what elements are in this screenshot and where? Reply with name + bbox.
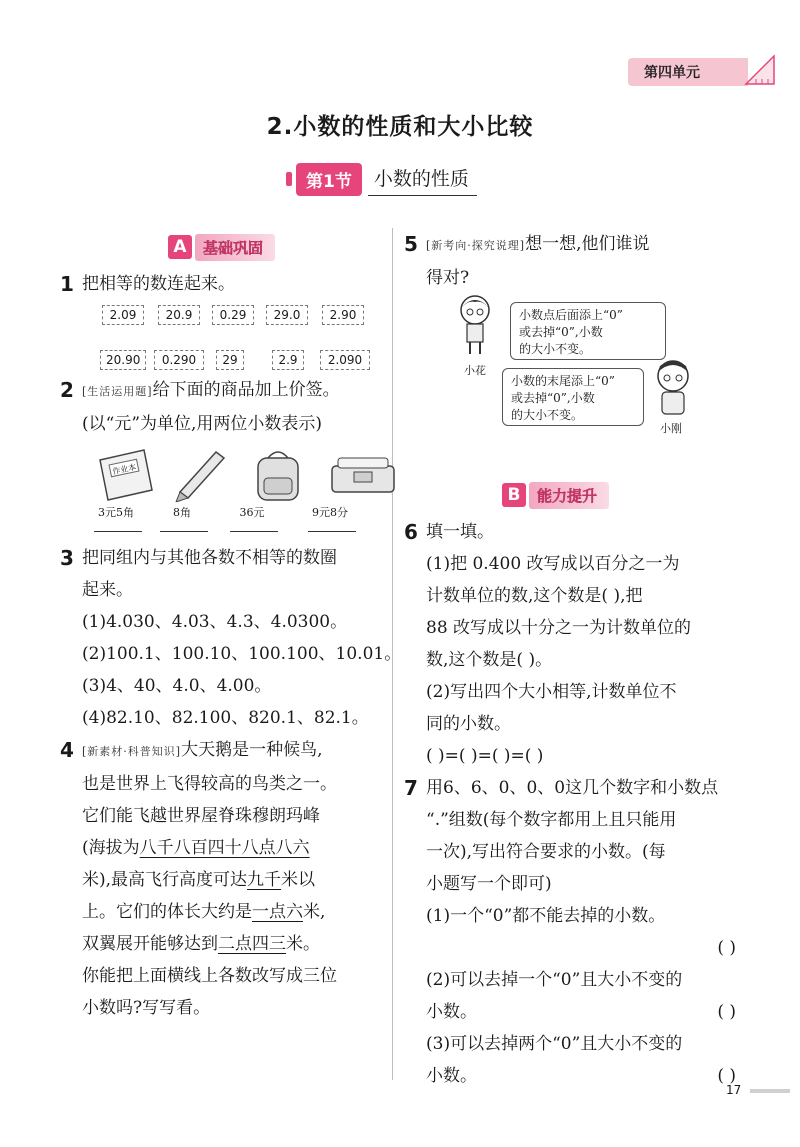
question-text: 米以 xyxy=(281,870,316,890)
kid-name: 小花 xyxy=(464,364,486,377)
question-text: 把相等的数连起来。 xyxy=(82,274,235,294)
question-text: 米, xyxy=(303,902,326,922)
answer-paren[interactable]: ( ) xyxy=(717,1002,736,1022)
question-text: 得对? xyxy=(426,268,470,288)
underlined-number: 二点四三 xyxy=(218,934,286,954)
bubble-text: 的大小不变。 xyxy=(511,408,584,422)
number-box: 29.0 xyxy=(266,305,308,325)
tier-a-header xyxy=(168,234,275,260)
question-text: (3)可以去掉两个“0”且大小不变的 xyxy=(426,1034,683,1054)
question-7 xyxy=(404,772,746,1092)
question-text: 想一想,他们谁说 xyxy=(525,234,650,254)
question-number: 1 xyxy=(60,272,74,296)
question-text: (1)把 0.400 改写成以百分之一为 xyxy=(426,554,680,574)
q2-products xyxy=(92,446,402,502)
question-text: 填一填。 xyxy=(426,522,494,542)
girl-icon xyxy=(454,294,496,356)
price-blank[interactable] xyxy=(160,531,208,532)
number-box: 29 xyxy=(216,350,244,370)
page-number-bar xyxy=(750,1089,790,1093)
question-text: (2)写出四个大小相等,计数单位不 xyxy=(426,682,677,702)
question-text: 一次),写出符合要求的小数。(每 xyxy=(426,842,666,862)
question-text: 起来。 xyxy=(82,580,133,600)
question-text: 也是世界上飞得较高的鸟类之一。 xyxy=(82,774,337,794)
price-blank[interactable] xyxy=(94,531,142,532)
question-number: 6 xyxy=(404,520,418,544)
tier-b-letter: B xyxy=(502,483,526,507)
number-box: 20.9 xyxy=(158,305,200,325)
notebook-cover-text: 作业本 xyxy=(111,462,137,477)
question-text: 双翼展开能够达到 xyxy=(82,934,218,954)
number-group: (1)4.030、4.03、4.3、4.0300。 xyxy=(82,612,348,632)
question-number: 5 xyxy=(404,232,418,256)
question-text: 计数单位的数,这个数是( ),把 xyxy=(426,586,643,606)
price-blank[interactable] xyxy=(230,531,278,532)
number-group: (2)100.1、100.10、100.100、10.01。 xyxy=(82,644,402,664)
boy-icon xyxy=(650,358,696,418)
question-text: (2)可以去掉一个“0”且大小不变的 xyxy=(426,970,683,990)
unit-header-tab xyxy=(628,58,778,86)
question-1 xyxy=(60,268,392,300)
page-number: 17 xyxy=(726,1083,742,1097)
notebook-icon xyxy=(100,450,152,500)
tier-b-header xyxy=(502,482,609,508)
number-box: 2.09 xyxy=(102,305,144,325)
question-number: 4 xyxy=(60,738,74,762)
section-number: 第1节 xyxy=(296,163,362,196)
question-text: 大天鹅是一种候鸟, xyxy=(181,740,323,760)
unit-label: 第四单元 xyxy=(644,65,700,81)
pencil-case-icon xyxy=(332,458,394,492)
price-label: 36元 xyxy=(239,506,265,519)
section-name: 小数的性质 xyxy=(368,162,477,196)
speech-bubble xyxy=(510,302,666,360)
question-tag: [生活运用题] xyxy=(82,385,153,398)
question-3 xyxy=(60,542,402,734)
question-number: 2 xyxy=(60,378,74,402)
number-box: 2.9 xyxy=(272,350,304,370)
number-box: 0.29 xyxy=(212,305,254,325)
question-4 xyxy=(60,734,412,1024)
question-text: 88 改写成以十分之一为计数单位的 xyxy=(426,618,692,638)
question-6 xyxy=(404,516,746,772)
question-text: (以“元”为单位,用两位小数表示) xyxy=(82,414,323,434)
question-text: 上。它们的体长大约是 xyxy=(82,902,252,922)
question-text: 它们能飞越世界屋脊珠穆朗玛峰 xyxy=(82,806,320,826)
question-number: 7 xyxy=(404,776,418,800)
underlined-number: 九千 xyxy=(247,870,282,890)
question-text: (1)一个“0”都不能去掉的小数。 xyxy=(426,906,666,926)
page-title: 2.小数的性质和大小比较 xyxy=(266,114,534,140)
number-box: 20.90 xyxy=(100,350,146,370)
answer-paren[interactable]: ( ) xyxy=(717,1066,736,1086)
question-text: 小数。 xyxy=(426,1066,477,1086)
question-text: 米。 xyxy=(286,934,320,954)
section-badge xyxy=(286,163,477,195)
bubble-text: 小数的末尾添上“0” xyxy=(511,374,615,388)
question-5 xyxy=(404,228,736,294)
number-group: (4)82.10、82.100、820.1、82.1。 xyxy=(82,708,369,728)
tier-a-title: 基础巩固 xyxy=(195,234,275,261)
price-label: 3元5角 xyxy=(98,506,134,519)
number-box: 2.90 xyxy=(322,305,364,325)
question-text: “.”组数(每个数字都用上且只能用 xyxy=(426,810,677,830)
bubble-text: 小数点后面添上“0” xyxy=(519,308,623,322)
question-text: 把同组内与其他各数不相等的数圈 xyxy=(82,548,337,568)
question-text: 数,这个数是( )。 xyxy=(426,650,553,670)
question-text: 给下面的商品加上价签。 xyxy=(152,380,340,400)
price-label: 9元8分 xyxy=(312,506,348,519)
number-group: (3)4、40、4.0、4.00。 xyxy=(82,676,272,696)
bubble-text: 的大小不变。 xyxy=(519,342,592,356)
tier-b-title: 能力提升 xyxy=(529,482,609,509)
question-text: 用6、6、0、0、0这几个数字和小数点 xyxy=(426,778,719,798)
question-text: 小题写一个即可) xyxy=(426,874,552,894)
answer-paren[interactable]: ( ) xyxy=(717,938,736,958)
speech-bubble xyxy=(502,368,644,426)
question-text: 同的小数。 xyxy=(426,714,511,734)
question-tag: [新素材·科普知识] xyxy=(82,745,182,758)
bubble-text: 或去掉“0”,小数 xyxy=(511,391,595,405)
question-text: 小数吗?写写看。 xyxy=(82,998,211,1018)
underlined-number: 八千八百四十八点八六 xyxy=(139,838,310,858)
number-box: 0.290 xyxy=(154,350,204,370)
question-number: 3 xyxy=(60,546,74,570)
tier-a-letter: A xyxy=(168,235,192,259)
question-text: 你能把上面横线上各数改写成三位 xyxy=(82,966,337,986)
ruler-triangle-icon xyxy=(742,52,778,88)
pencil-icon xyxy=(176,452,224,502)
question-text: 小数。 xyxy=(426,1002,477,1022)
question-text: 米),最高飞行高度可达 xyxy=(82,870,248,890)
number-box: 2.090 xyxy=(320,350,370,370)
badge-dash xyxy=(286,172,292,186)
price-blank[interactable] xyxy=(308,531,356,532)
question-tag: [新考向·探究说理] xyxy=(426,239,526,252)
price-label: 8角 xyxy=(173,506,191,519)
question-2 xyxy=(60,374,402,440)
backpack-icon xyxy=(258,452,298,500)
underlined-number: 一点六 xyxy=(252,902,303,922)
bubble-text: 或去掉“0”,小数 xyxy=(519,325,603,339)
answer-blanks[interactable]: ( )=( )=( )=( ) xyxy=(426,746,544,766)
question-text: (海拔为 xyxy=(82,838,140,858)
kid-name: 小刚 xyxy=(660,422,682,435)
